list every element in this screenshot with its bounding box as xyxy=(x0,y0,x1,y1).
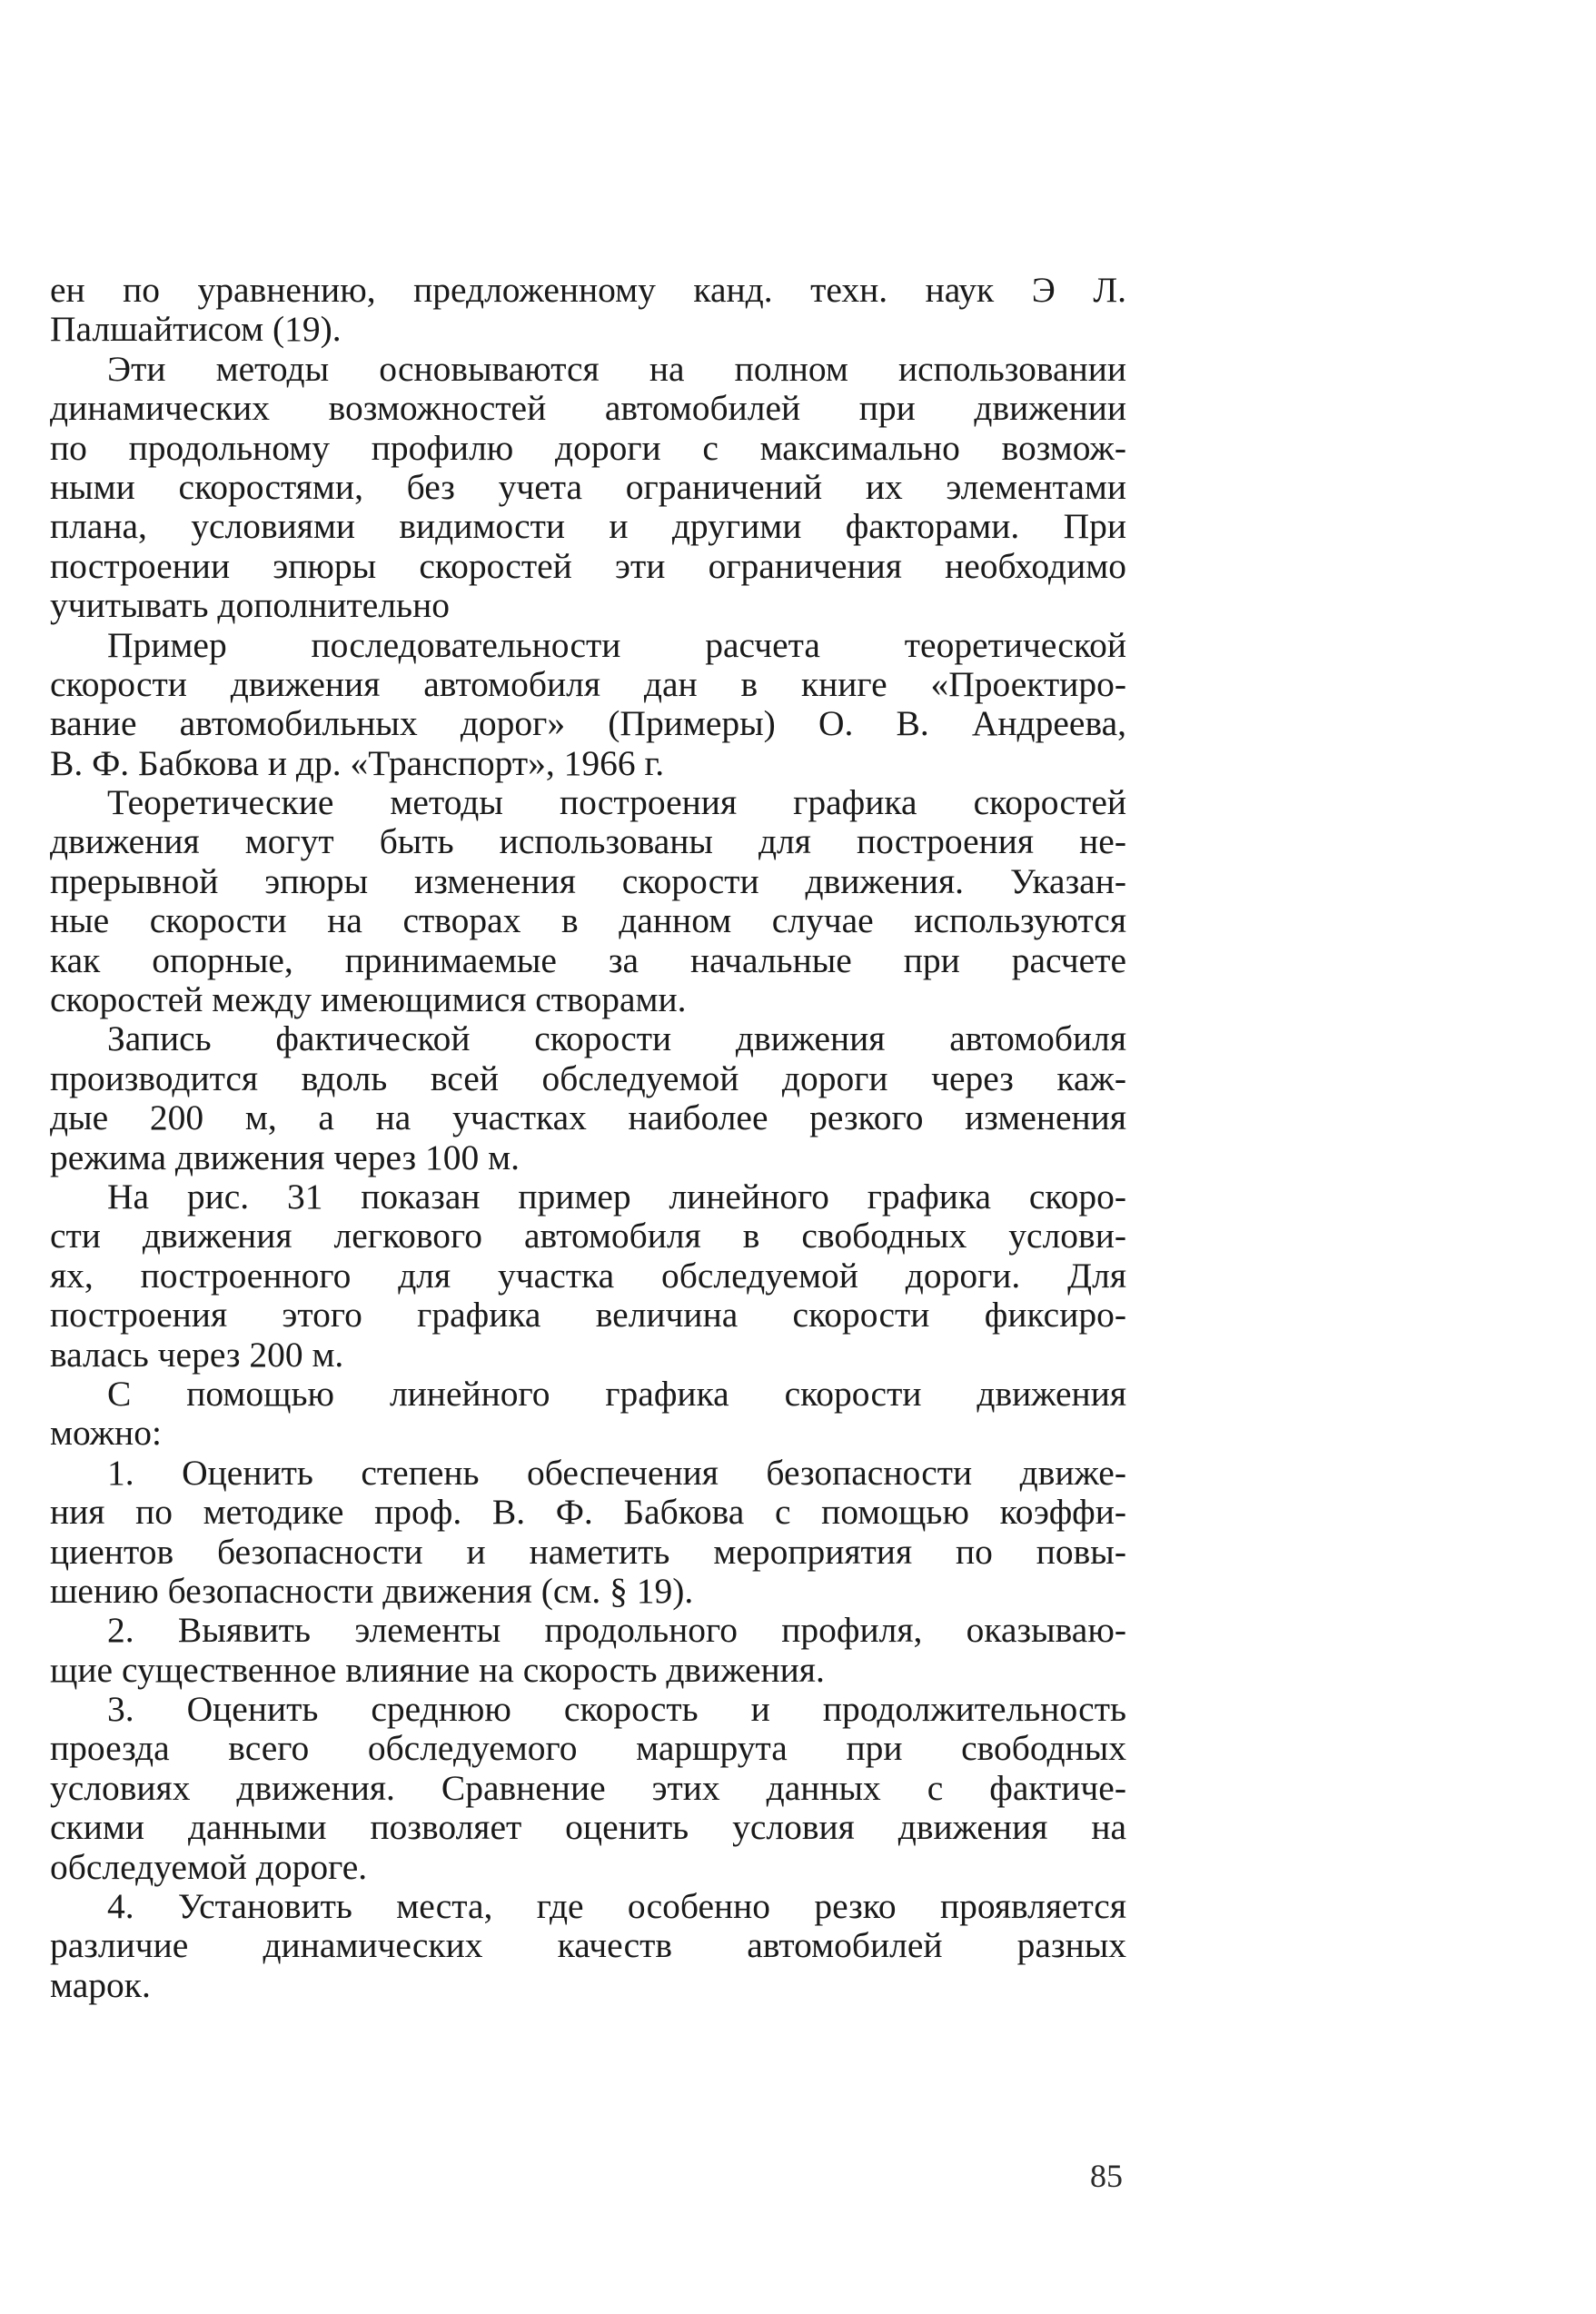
text-line: проезда всего обследуемого маршрута при свободных xyxy=(50,1729,1126,1769)
paragraph xyxy=(50,1887,1126,2005)
text-line: валась через 200 м. xyxy=(50,1335,344,1375)
paragraph xyxy=(50,1611,1126,1690)
paragraph xyxy=(50,783,1126,1019)
text-line: плана, условиями видимости и другими факторами. При xyxy=(50,507,1126,547)
text-line: 4. Установить места, где особенно резко проявляется xyxy=(107,1887,1126,1927)
text-line: учитывать дополнительно xyxy=(50,586,450,626)
text-line: обследуемой дороге. xyxy=(50,1847,368,1887)
text-line: производится вдоль всей обследуемой дороги через каж- xyxy=(50,1058,1126,1098)
paragraph xyxy=(50,626,1126,784)
paragraph xyxy=(50,350,1126,626)
text-line: шению безопасности движения (см. § 19). xyxy=(50,1571,694,1611)
text-line: циентов безопасности и наметить мероприятия по повы- xyxy=(50,1532,1126,1572)
text-line: Запись фактической скорости движения автомобиля xyxy=(107,1019,1126,1059)
page-number: 85 xyxy=(1090,2158,1123,2194)
text-line: 1. Оценить степень обеспечения безопасности движе- xyxy=(107,1453,1126,1493)
text-line: режима движения через 100 м. xyxy=(50,1137,520,1177)
text-line: движения могут быть использованы для построения не- xyxy=(50,822,1126,862)
text-line: динамических возможностей автомобилей при движении xyxy=(50,389,1126,429)
text-line: как опорные, принимаемые за начальные при расчете xyxy=(50,940,1126,980)
text-line: ен по уравнению, предложенному канд. техн. наук Э Л. xyxy=(50,271,1126,310)
text-line: скими данными позволяет оценить условия движения на xyxy=(50,1808,1126,1848)
paragraph xyxy=(50,271,1126,350)
text-line: ными скоростями, без учета ограничений их элементами xyxy=(50,467,1126,507)
paragraph xyxy=(50,1690,1126,1887)
text-line: Палшайтисом (19). xyxy=(50,310,342,350)
text-line: условиях движения. Сравнение этих данных с фактиче- xyxy=(50,1768,1126,1808)
text-line: щие существенное влияние на скорость движения. xyxy=(50,1650,825,1690)
paragraph xyxy=(50,1019,1126,1177)
text-line: различие динамических качеств автомобилей разных xyxy=(50,1926,1126,1966)
text-line: 3. Оценить среднюю скорость и продолжительность xyxy=(107,1690,1126,1730)
text-line: Теоретические методы построения графика скоростей xyxy=(107,783,1126,823)
text-line: построения этого графика величина скорости фиксиро- xyxy=(50,1296,1126,1336)
text-line: С помощью линейного графика скорости движения xyxy=(107,1374,1126,1414)
text-line: вание автомобильных дорог» (Примеры) О. В. Андреева, xyxy=(50,704,1126,744)
text-line: по продольному профилю дороги с максимально возмож- xyxy=(50,428,1126,468)
text-line: ные скорости на створах в данном случае используются xyxy=(50,901,1126,941)
body-text xyxy=(50,271,1126,2005)
text-line: сти движения легкового автомобиля в свободных услови- xyxy=(50,1217,1126,1256)
text-line: Эти методы основываются на полном использовании xyxy=(107,349,1126,389)
text-line: дые 200 м, а на участках наиболее резкого изменения xyxy=(50,1098,1126,1138)
text-line: Пример последовательности расчета теоретической xyxy=(107,625,1126,665)
text-line: можно: xyxy=(50,1414,162,1454)
text-line: ях, построенного для участка обследуемой дороги. Для xyxy=(50,1256,1126,1296)
text-line: скорости движения автомобиля дан в книге «Проектиро- xyxy=(50,664,1126,704)
text-line: прерывной эпюры изменения скорости движения. Указан- xyxy=(50,861,1126,901)
text-line: скоростей между имеющимися створами. xyxy=(50,980,687,1020)
paragraph xyxy=(50,1454,1126,1612)
text-line: ния по методике проф. В. Ф. Бабкова с помощью коэффи- xyxy=(50,1493,1126,1533)
paragraph xyxy=(50,1177,1126,1375)
text-line: построении эпюры скоростей эти ограничения необходимо xyxy=(50,546,1126,586)
text-line: марок. xyxy=(50,1965,151,2005)
paragraph xyxy=(50,1375,1126,1454)
text-line: 2. Выявить элементы продольного профиля, оказываю- xyxy=(107,1611,1126,1651)
text-line: На рис. 31 показан пример линейного графика скоро- xyxy=(107,1177,1126,1217)
text-line: В. Ф. Бабкова и др. «Транспорт», 1966 г. xyxy=(50,743,665,783)
